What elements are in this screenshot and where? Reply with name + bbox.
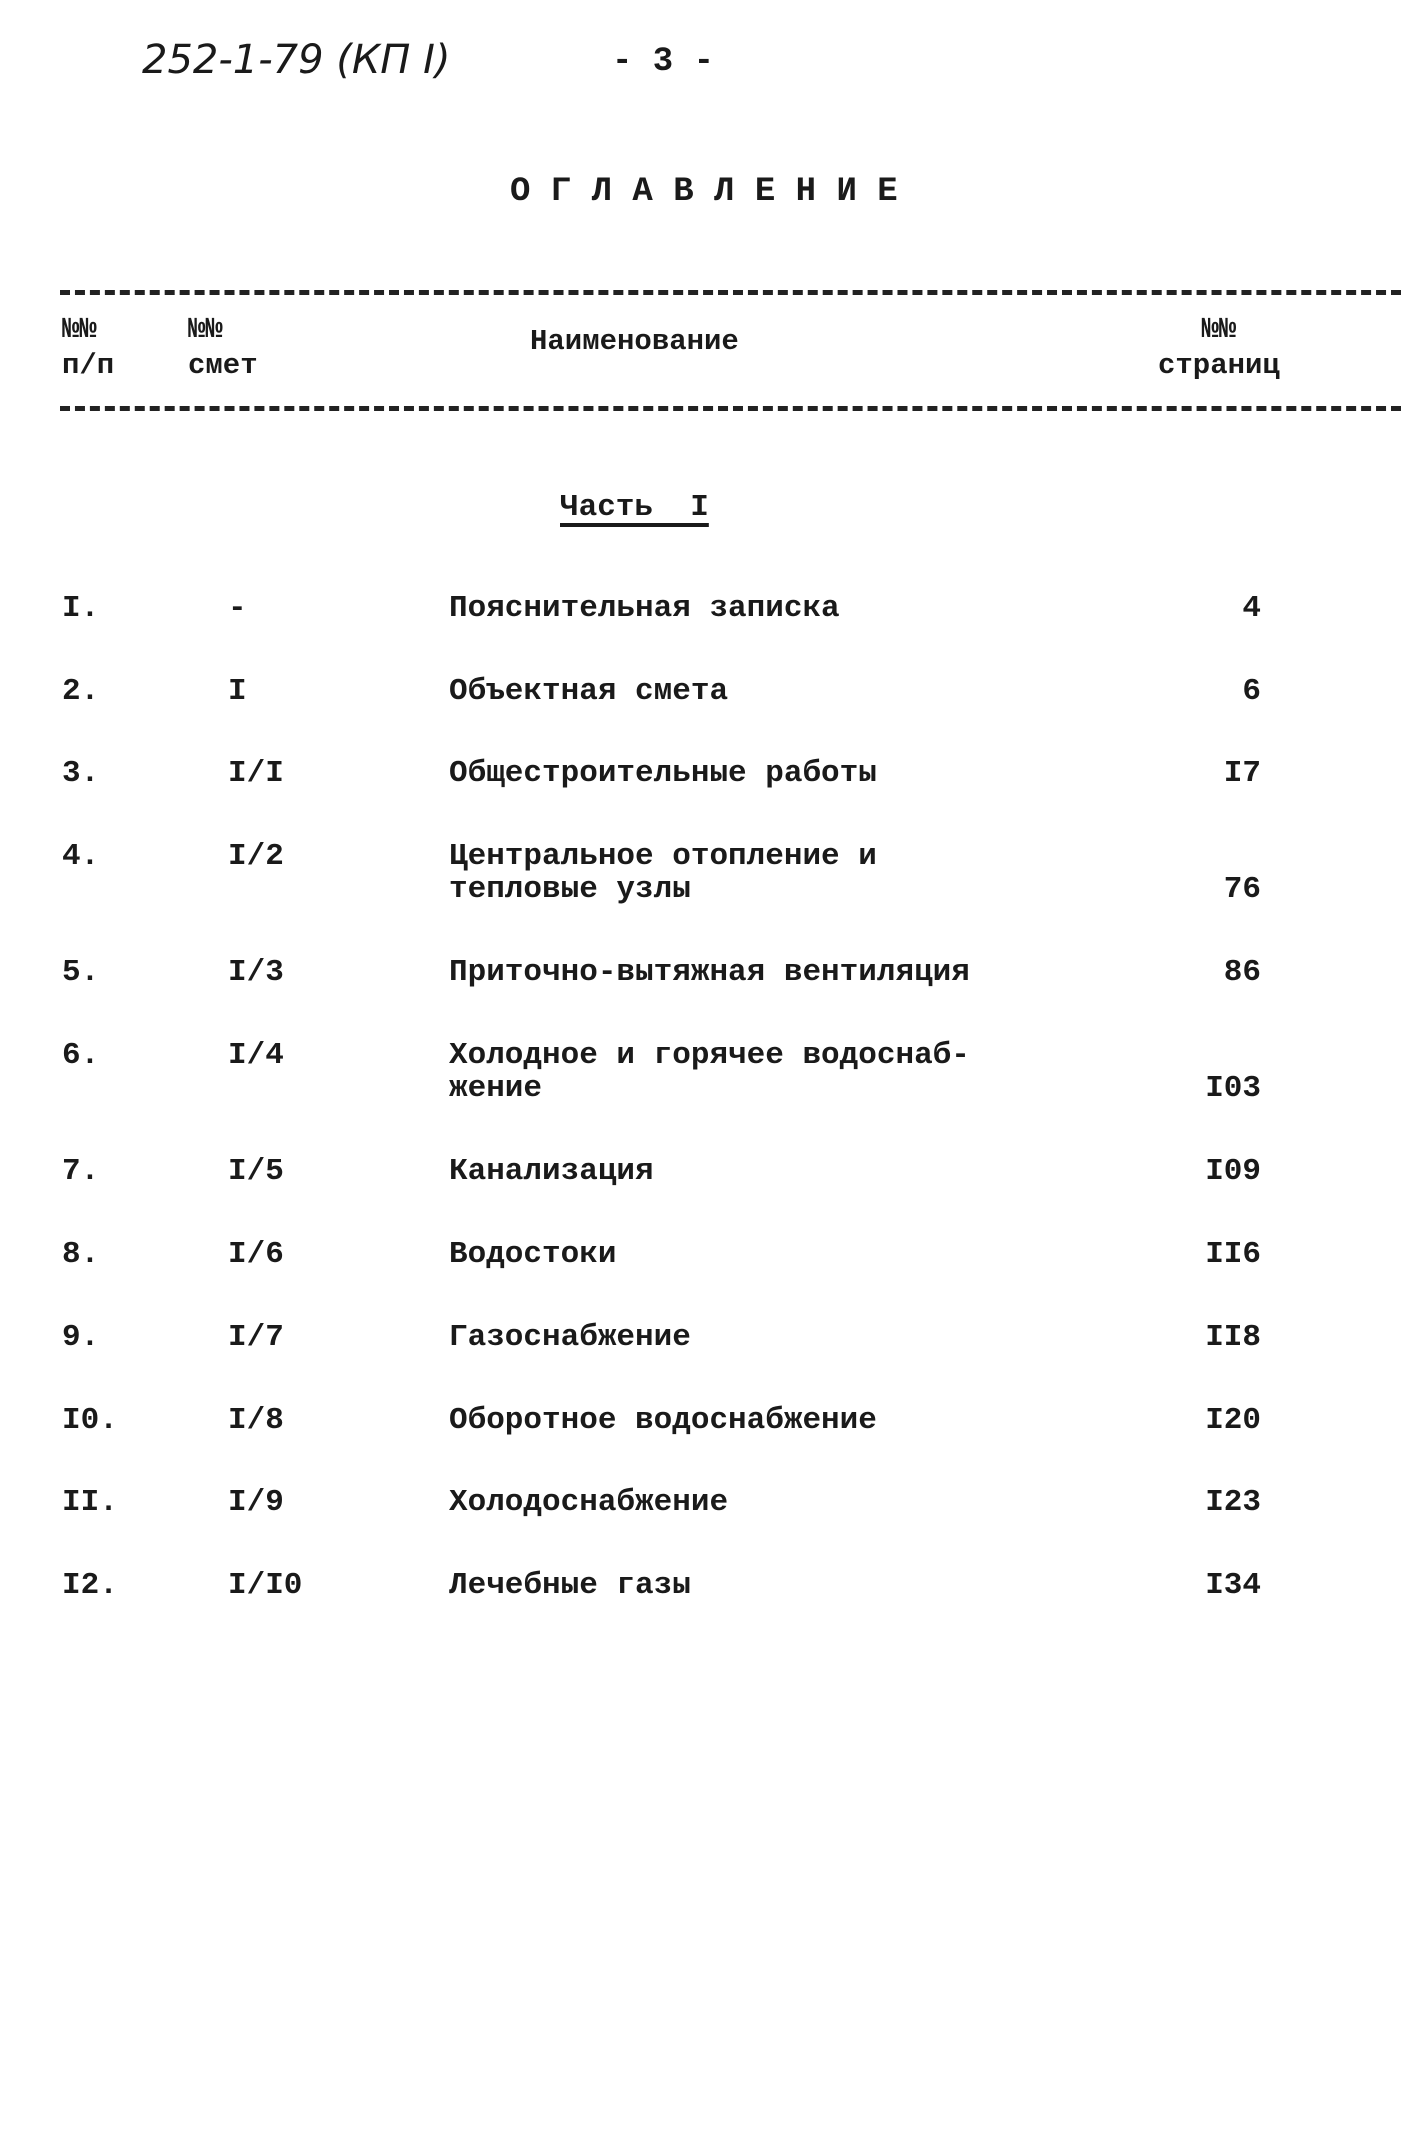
column-header-pages: №№ страниц [1158,313,1280,382]
page-ref: I20 [1205,1403,1261,1438]
toc-row [0,592,1401,672]
smeta-number: I/I0 [228,1568,303,1603]
row-name: Объектная смета [449,674,729,709]
page-title: О Г Л А В Л Е Н И Е [510,173,898,211]
row-name: Холодоснабжение [449,1485,729,1520]
row-name: Холодное и горячее водоснаб- жение [449,1038,970,1106]
row-name: Пояснительная записка [449,591,840,626]
page-ref: I7 [1223,756,1261,791]
page-ref: I23 [1205,1485,1261,1520]
toc-row [0,1238,1401,1318]
row-name: Газоснабжение [449,1320,691,1355]
divider-top [60,290,1401,295]
toc-row [0,1155,1401,1235]
toc-row [0,1404,1401,1484]
page-ref: I03 [1205,1071,1261,1106]
toc-row [0,757,1401,837]
toc-row [0,1569,1401,1649]
row-number: 2. [62,674,100,709]
row-name: Водостоки [449,1237,617,1272]
row-number: 3. [62,756,100,791]
row-number: 9. [62,1320,100,1355]
page-ref: 4 [1242,591,1261,626]
smeta-number: I/4 [228,1038,284,1073]
row-number: 7. [62,1154,100,1189]
page-ref: I34 [1205,1568,1261,1603]
smeta-number: I/2 [228,839,284,874]
section-heading: Часть I [560,490,709,525]
page-ref: I09 [1205,1154,1261,1189]
row-name: Канализация [449,1154,654,1189]
page-ref: 86 [1223,955,1261,990]
row-number: 6. [62,1038,100,1073]
smeta-number: I/3 [228,955,284,990]
row-number: I2. [62,1568,118,1603]
page-ref: 6 [1242,674,1261,709]
smeta-number: I/6 [228,1237,284,1272]
toc-row [0,675,1401,755]
toc-row [0,956,1401,1036]
page-ref: 76 [1223,872,1261,907]
smeta-number: I/5 [228,1154,284,1189]
smeta-number: I/8 [228,1403,284,1438]
smeta-number: - [228,591,247,626]
toc-row [0,1039,1401,1119]
row-name: Приточно-вытяжная вентиляция [449,955,970,990]
smeta-number: I/7 [228,1320,284,1355]
row-number: 4. [62,839,100,874]
row-number: 8. [62,1237,100,1272]
page-ref: II6 [1205,1237,1261,1272]
divider-bottom [60,406,1401,411]
page-number: - 3 - [612,43,715,81]
column-header-num: №№ п/п [62,313,115,382]
row-name: Центральное отопление и тепловые узлы [449,839,877,907]
column-header-smeta: №№ смет [188,313,258,382]
row-number: I. [62,591,100,626]
page-ref: II8 [1205,1320,1261,1355]
row-name: Общестроительные работы [449,756,877,791]
toc-row [0,840,1401,920]
column-header-name: Наименование [530,325,739,358]
smeta-number: I/9 [228,1485,284,1520]
toc-row [0,1486,1401,1566]
toc-row [0,1321,1401,1401]
row-number: 5. [62,955,100,990]
row-name: Лечебные газы [449,1568,691,1603]
smeta-number: I [228,674,247,709]
row-number: I0. [62,1403,118,1438]
row-number: II. [62,1485,118,1520]
document-code: 252-1-79 (КП I) [142,37,451,83]
row-name: Оборотное водоснабжение [449,1403,877,1438]
smeta-number: I/I [228,756,284,791]
